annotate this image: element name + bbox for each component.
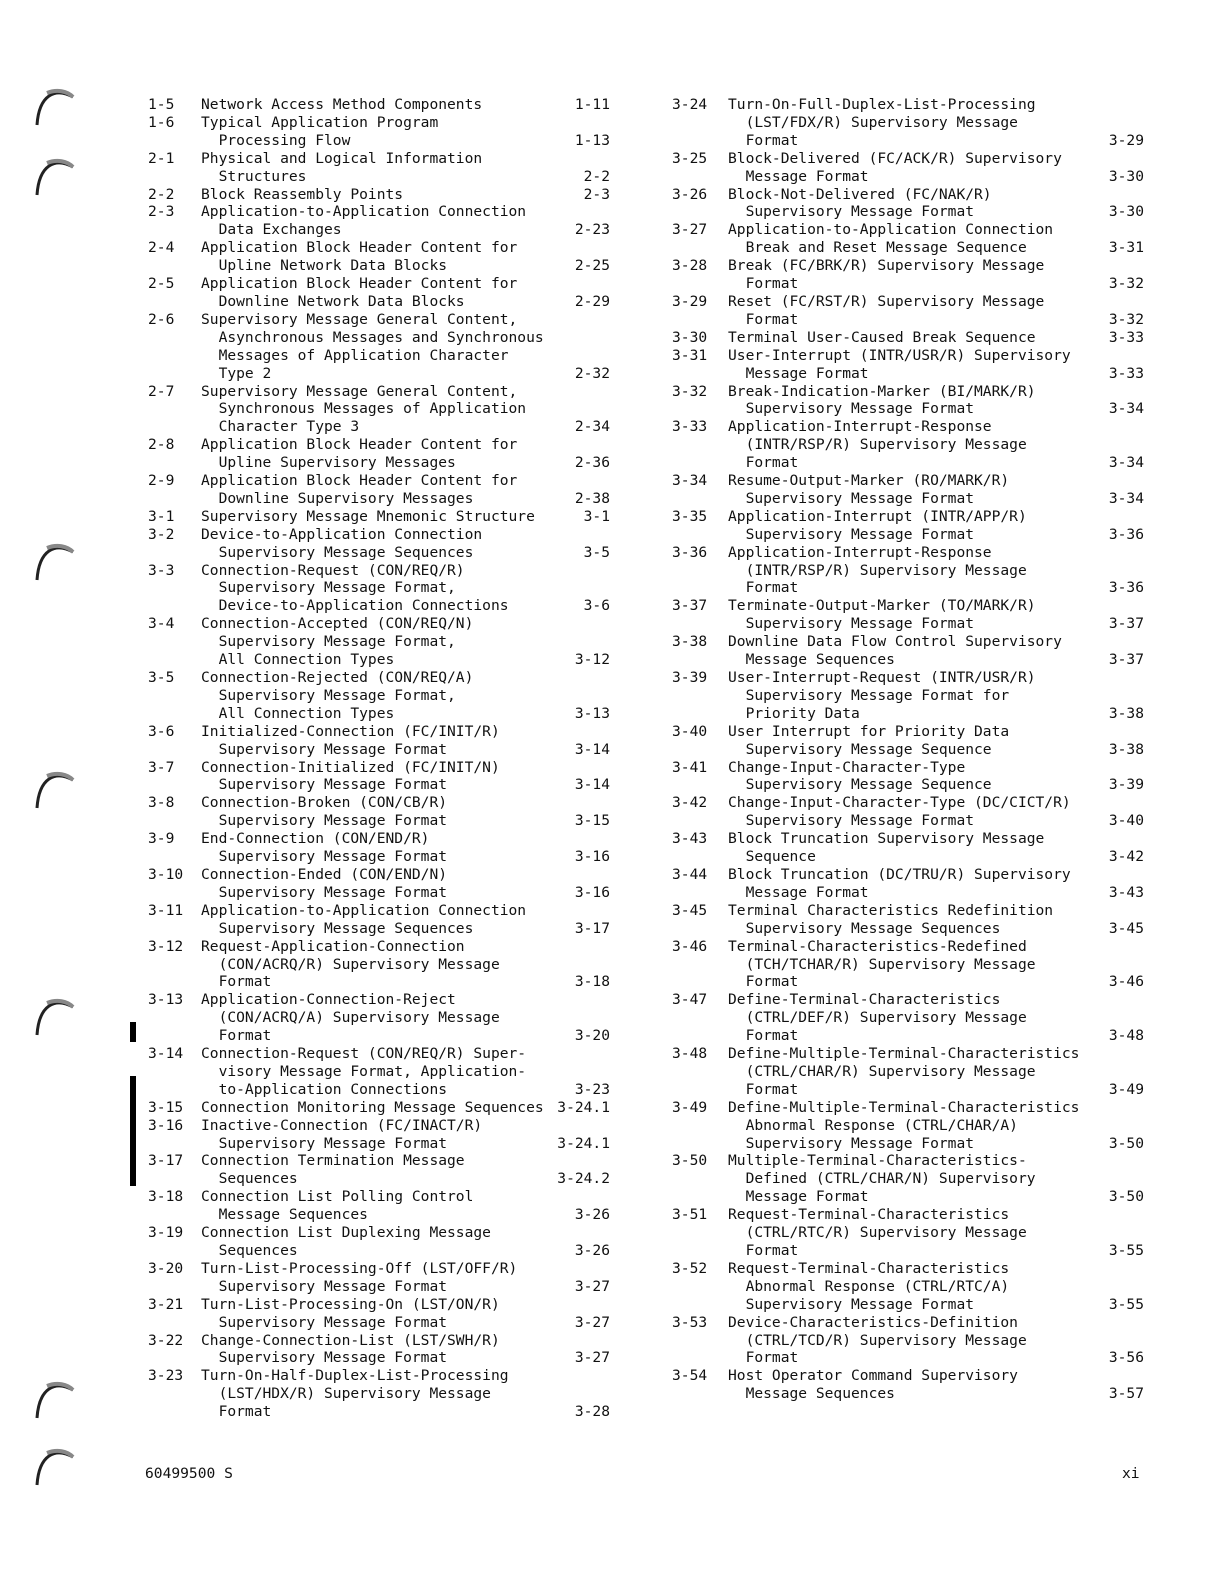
figure-entry bbox=[672, 633, 1156, 669]
page-number: xi bbox=[1122, 1465, 1140, 1482]
figure-entry bbox=[148, 150, 618, 186]
figure-title: Supervisory Message General Content, Synchronous Messages of Application Character Type 3 bbox=[201, 382, 527, 436]
figure-page: 3-29 bbox=[1108, 131, 1144, 149]
figure-number: 3-49 bbox=[672, 1098, 708, 1116]
figure-title: User-Interrupt-Request (INTR/USR/R) Supervisory Message Format for Priority Data bbox=[728, 669, 1036, 722]
figure-number: 3-34 bbox=[672, 472, 708, 490]
figure-entry bbox=[672, 293, 1156, 329]
figure-page: 3-55 bbox=[1108, 1242, 1144, 1259]
figure-number: 2-1 bbox=[148, 149, 175, 167]
figure-page: 3-14 bbox=[574, 776, 610, 794]
figure-page: 3-24.1 bbox=[557, 1134, 610, 1152]
figure-entry bbox=[672, 1152, 1156, 1206]
figure-entry bbox=[148, 1332, 618, 1368]
figure-number: 3-11 bbox=[148, 901, 184, 919]
figure-entry bbox=[672, 329, 1156, 347]
figure-number: 3-5 bbox=[148, 669, 175, 686]
figure-number: 2-6 bbox=[148, 310, 175, 328]
figure-entry bbox=[148, 562, 618, 616]
figure-page: 3-38 bbox=[1108, 740, 1144, 758]
figure-page: 3-49 bbox=[1108, 1080, 1144, 1098]
figure-page: 3-42 bbox=[1108, 848, 1144, 866]
figure-entry bbox=[672, 902, 1156, 938]
figure-number: 2-4 bbox=[148, 239, 175, 257]
figure-page: 3-27 bbox=[574, 1277, 610, 1295]
punch-hole-mark bbox=[33, 1378, 77, 1422]
figure-number: 3-24 bbox=[672, 96, 708, 113]
figure-entry bbox=[148, 96, 618, 114]
figure-page: 3-12 bbox=[574, 651, 610, 669]
figure-number: 3-9 bbox=[148, 830, 175, 848]
figure-title: User-Interrupt (INTR/USR/R) Supervisory Message Format bbox=[728, 346, 1071, 382]
figure-title: Multiple-Terminal-Characteristics- Defined (CTRL/CHAR/N) Supervisory Message Format bbox=[728, 1152, 1036, 1206]
figure-number: 3-1 bbox=[148, 507, 175, 525]
figure-number: 3-42 bbox=[672, 794, 708, 812]
figure-page: 1-13 bbox=[574, 131, 610, 149]
figure-number: 3-29 bbox=[672, 292, 708, 310]
figure-entry bbox=[148, 275, 618, 311]
figure-page: 3-15 bbox=[574, 812, 610, 830]
figure-title: Connection Monitoring Message Sequences bbox=[201, 1098, 544, 1116]
figure-number: 1-5 bbox=[148, 96, 175, 113]
figure-number: 3-16 bbox=[148, 1116, 184, 1134]
figure-entry bbox=[672, 1314, 1156, 1368]
figure-number: 3-8 bbox=[148, 794, 175, 812]
figure-entry bbox=[148, 759, 618, 795]
figure-title: Break-Indication-Marker (BI/MARK/R) Supervisory Message Format bbox=[728, 382, 1036, 418]
figure-title: Resume-Output-Marker (RO/MARK/R) Supervisory Message Format bbox=[728, 472, 1010, 507]
figure-number: 3-50 bbox=[672, 1152, 708, 1170]
figure-title: Application-to-Application Connection Data Exchanges bbox=[201, 203, 527, 239]
punch-hole-mark bbox=[33, 768, 77, 812]
figure-page: 3-24.1 bbox=[557, 1098, 610, 1116]
figure-number: 3-38 bbox=[672, 633, 708, 651]
figure-page: 1-11 bbox=[574, 96, 610, 113]
figure-entry bbox=[672, 1099, 1156, 1153]
figure-entry bbox=[672, 472, 1156, 508]
figure-number: 3-31 bbox=[672, 346, 708, 364]
figure-page: 3-27 bbox=[574, 1313, 610, 1331]
figure-number: 3-35 bbox=[672, 507, 708, 525]
figure-title: Application-to-Application Connection Supervisory Message Sequences bbox=[201, 901, 527, 937]
figure-page: 3-36 bbox=[1108, 525, 1144, 543]
figure-page: 3-18 bbox=[574, 973, 610, 991]
figure-entry bbox=[672, 597, 1156, 633]
figure-entry bbox=[672, 866, 1156, 902]
figure-entry bbox=[148, 866, 618, 902]
figure-page: 3-17 bbox=[574, 919, 610, 937]
figure-page: 3-6 bbox=[583, 597, 610, 615]
figure-number: 2-8 bbox=[148, 436, 175, 454]
figure-number: 3-18 bbox=[148, 1188, 184, 1206]
figure-page: 3-23 bbox=[574, 1080, 610, 1098]
figure-entry bbox=[148, 508, 618, 526]
figure-title: Physical and Logical Information Structures bbox=[201, 149, 483, 185]
figure-number: 2-7 bbox=[148, 382, 175, 400]
figure-number: 3-4 bbox=[148, 615, 175, 633]
figure-entry bbox=[672, 1260, 1156, 1314]
figure-entry bbox=[672, 830, 1156, 866]
figure-title: Define-Terminal-Characteristics (CTRL/DEF/R) Supervisory Message Format bbox=[728, 991, 1027, 1045]
figure-number: 3-2 bbox=[148, 525, 175, 543]
figure-page: 3-34 bbox=[1108, 489, 1144, 507]
figure-number: 3-36 bbox=[672, 543, 708, 561]
figure-title: End-Connection (CON/END/R) Supervisory Message Format bbox=[201, 830, 448, 866]
figure-number: 3-46 bbox=[672, 937, 708, 955]
figure-title: Network Access Method Components bbox=[201, 96, 483, 113]
figure-page: 3-37 bbox=[1108, 615, 1144, 633]
figure-page: 3-16 bbox=[574, 848, 610, 866]
figure-number: 3-15 bbox=[148, 1098, 184, 1116]
figure-title: Application-to-Application Connection Break and Reset Message Sequence bbox=[728, 221, 1054, 257]
figure-page: 3-1 bbox=[583, 507, 610, 525]
figure-title: Change-Connection-List (LST/SWH/R) Supervisory Message Format bbox=[201, 1331, 500, 1367]
figure-page: 3-34 bbox=[1108, 400, 1144, 418]
figure-entry bbox=[148, 239, 618, 275]
figure-entry bbox=[672, 1206, 1156, 1260]
figure-title: Block-Not-Delivered (FC/NAK/R) Supervisory Message Format bbox=[728, 185, 992, 221]
figure-page: 3-40 bbox=[1108, 812, 1144, 830]
figure-title: Turn-On-Full-Duplex-List-Processing (LST/FDX/R) Supervisory Message Format bbox=[728, 96, 1036, 149]
figure-number: 3-32 bbox=[672, 382, 708, 400]
figure-entry bbox=[148, 203, 618, 239]
figure-entry bbox=[148, 794, 618, 830]
figure-page: 3-28 bbox=[574, 1403, 610, 1421]
figure-title: Block Reassembly Points bbox=[201, 185, 404, 203]
figure-page: 3-26 bbox=[574, 1242, 610, 1259]
figure-entry bbox=[148, 1224, 618, 1260]
figure-page: 2-2 bbox=[583, 167, 610, 185]
figure-number: 2-5 bbox=[148, 275, 175, 293]
figure-entry bbox=[148, 1045, 618, 1099]
figure-page: 3-26 bbox=[574, 1206, 610, 1224]
figure-entry bbox=[148, 1260, 618, 1296]
figure-entry bbox=[148, 114, 618, 150]
figure-number: 3-45 bbox=[672, 901, 708, 919]
figure-title: Supervisory Message Mnemonic Structure bbox=[201, 507, 535, 525]
figure-page: 3-27 bbox=[574, 1349, 610, 1367]
figure-number: 3-22 bbox=[148, 1331, 184, 1349]
figure-title: Turn-On-Half-Duplex-List-Processing (LST/HDX/R) Supervisory Message Format bbox=[201, 1367, 509, 1421]
figure-title: Connection-Initialized (FC/INIT/N) Supervisory Message Format bbox=[201, 758, 500, 794]
figure-number: 3-17 bbox=[148, 1152, 184, 1170]
figure-number: 3-6 bbox=[148, 722, 175, 740]
figure-page: 3-33 bbox=[1108, 364, 1144, 382]
figure-page: 2-34 bbox=[574, 418, 610, 436]
figure-number: 3-26 bbox=[672, 185, 708, 203]
figure-entry bbox=[672, 794, 1156, 830]
figure-number: 3-43 bbox=[672, 830, 708, 848]
figure-number: 3-41 bbox=[672, 758, 708, 776]
figure-page: 3-16 bbox=[574, 883, 610, 901]
figure-title: Device-to-Application Connection Supervisory Message Sequences bbox=[201, 525, 483, 561]
figure-page: 2-36 bbox=[574, 454, 610, 472]
figure-entry bbox=[672, 544, 1156, 598]
figure-page: 2-3 bbox=[583, 185, 610, 203]
figure-entry bbox=[672, 508, 1156, 544]
figure-page: 2-29 bbox=[574, 292, 610, 310]
figure-title: Initialized-Connection (FC/INIT/R) Supervisory Message Format bbox=[201, 722, 500, 758]
figure-entry bbox=[672, 991, 1156, 1045]
figure-title: Host Operator Command Supervisory Message Sequences bbox=[728, 1367, 1018, 1403]
figure-title: Define-Multiple-Terminal-Characteristics (CTRL/CHAR/R) Supervisory Message Format bbox=[728, 1045, 1080, 1098]
figure-number: 3-44 bbox=[672, 865, 708, 883]
figure-entry bbox=[672, 723, 1156, 759]
figure-title: Application-Connection-Reject (CON/ACRQ/A) Supervisory Message Format bbox=[201, 991, 500, 1045]
figure-entry bbox=[148, 1099, 618, 1117]
figure-title: User Interrupt for Priority Data Supervisory Message Sequence bbox=[728, 722, 1010, 758]
figure-title: Terminal Characteristics Redefinition Supervisory Message Sequences bbox=[728, 901, 1054, 937]
figure-entry bbox=[148, 472, 618, 508]
figure-number: 3-39 bbox=[672, 669, 708, 686]
figure-title: Define-Multiple-Terminal-Characteristics Abnormal Response (CTRL/CHAR/A) Supervisory Message Format bbox=[728, 1098, 1080, 1152]
figure-entry bbox=[672, 383, 1156, 419]
figure-page: 3-20 bbox=[574, 1027, 610, 1045]
figure-number: 3-7 bbox=[148, 758, 175, 776]
figure-number: 3-23 bbox=[148, 1367, 184, 1385]
figure-title: Terminate-Output-Marker (TO/MARK/R) Supervisory Message Format bbox=[728, 597, 1036, 633]
punch-hole-mark bbox=[33, 85, 77, 129]
figure-list-right-column bbox=[672, 96, 1156, 1403]
figure-title: Connection List Duplexing Message Sequences bbox=[201, 1224, 491, 1259]
figure-entry bbox=[672, 418, 1156, 472]
figure-page: 3-46 bbox=[1108, 973, 1144, 991]
figure-number: 3-10 bbox=[148, 865, 184, 883]
figure-title: Connection-Accepted (CON/REQ/N) Supervisory Message Format, All Connection Types bbox=[201, 615, 474, 669]
figure-number: 3-25 bbox=[672, 149, 708, 167]
figure-title: Break (FC/BRK/R) Supervisory Message Format bbox=[728, 257, 1045, 293]
figure-page: 3-14 bbox=[574, 740, 610, 758]
figure-title: Terminal-Characteristics-Redefined (TCH/TCHAR/R) Supervisory Message Format bbox=[728, 937, 1036, 991]
figure-title: Application-Interrupt-Response (INTR/RSP/R) Supervisory Message Format bbox=[728, 418, 1027, 472]
figure-entry bbox=[148, 186, 618, 204]
figure-page: 3-50 bbox=[1108, 1188, 1144, 1206]
figure-entry bbox=[148, 991, 618, 1045]
figure-title: Connection-Request (CON/REQ/R) Supervisory Message Format, Device-to-Application Connections bbox=[201, 561, 509, 615]
figure-title: Block Truncation Supervisory Message Sequence bbox=[728, 830, 1045, 866]
figure-title: Connection-Rejected (CON/REQ/A) Supervisory Message Format, All Connection Types bbox=[201, 669, 474, 722]
figure-entry bbox=[672, 221, 1156, 257]
figure-page: 3-56 bbox=[1108, 1349, 1144, 1367]
figure-title: Application Block Header Content for Upline Supervisory Messages bbox=[201, 436, 518, 472]
figure-page: 3-39 bbox=[1108, 776, 1144, 794]
figure-number: 3-47 bbox=[672, 991, 708, 1009]
figure-entry bbox=[148, 615, 618, 669]
figure-page: 3-31 bbox=[1108, 239, 1144, 257]
punch-hole-mark bbox=[33, 995, 77, 1039]
figure-number: 3-51 bbox=[672, 1206, 708, 1224]
figure-page: 3-36 bbox=[1108, 579, 1144, 597]
figure-title: Application-Interrupt-Response (INTR/RSP/R) Supervisory Message Format bbox=[728, 543, 1027, 597]
figure-number: 3-14 bbox=[148, 1045, 184, 1063]
figure-page: 2-38 bbox=[574, 489, 610, 507]
figure-page: 3-24.2 bbox=[557, 1170, 610, 1188]
figure-entry bbox=[148, 526, 618, 562]
figure-number: 3-30 bbox=[672, 328, 708, 346]
figure-title: Terminal User-Caused Break Sequence bbox=[728, 328, 1036, 346]
figure-entry bbox=[672, 186, 1156, 222]
figure-entry bbox=[148, 436, 618, 472]
figure-entry bbox=[672, 1367, 1156, 1403]
figure-page: 3-32 bbox=[1108, 310, 1144, 328]
figure-page: 3-43 bbox=[1108, 883, 1144, 901]
figure-title: Typical Application Program Processing Flow bbox=[201, 113, 439, 149]
figure-title: Change-Input-Character-Type Supervisory Message Sequence bbox=[728, 758, 992, 794]
figure-page: 3-34 bbox=[1108, 454, 1144, 472]
figure-number: 3-33 bbox=[672, 418, 708, 436]
figure-number: 3-28 bbox=[672, 257, 708, 275]
figure-page: 3-33 bbox=[1108, 328, 1144, 346]
figure-number: 2-9 bbox=[148, 472, 175, 490]
figure-page: 3-45 bbox=[1108, 919, 1144, 937]
figure-page: 3-50 bbox=[1108, 1134, 1144, 1152]
figure-number: 2-2 bbox=[148, 185, 175, 203]
figure-title: Connection-Ended (CON/END/N) Supervisory Message Format bbox=[201, 865, 448, 901]
figure-entry bbox=[672, 1045, 1156, 1099]
figure-number: 1-6 bbox=[148, 113, 175, 131]
figure-title: Request-Terminal-Characteristics (CTRL/RTC/R) Supervisory Message Format bbox=[728, 1206, 1027, 1259]
figure-title: Device-Characteristics-Definition (CTRL/TCD/R) Supervisory Message Format bbox=[728, 1313, 1027, 1367]
figure-title: Turn-List-Processing-On (LST/ON/R) Supervisory Message Format bbox=[201, 1295, 500, 1331]
figure-title: Application Block Header Content for Downline Network Data Blocks bbox=[201, 275, 518, 310]
figure-list-left-column bbox=[148, 96, 618, 1421]
figure-entry bbox=[672, 759, 1156, 795]
figure-entry bbox=[672, 347, 1156, 383]
figure-number: 3-3 bbox=[148, 561, 175, 579]
figure-page: 2-32 bbox=[574, 364, 610, 382]
figure-entry bbox=[148, 1117, 618, 1153]
figure-number: 3-12 bbox=[148, 937, 184, 955]
figure-title: Inactive-Connection (FC/INACT/R) Supervisory Message Format bbox=[201, 1116, 483, 1152]
punch-hole-mark bbox=[33, 1445, 77, 1489]
figure-entry bbox=[148, 723, 618, 759]
figure-entry bbox=[148, 902, 618, 938]
figure-number: 3-27 bbox=[672, 221, 708, 239]
figure-title: Reset (FC/RST/R) Supervisory Message Format bbox=[728, 292, 1045, 328]
figure-title: Application-Interrupt (INTR/APP/R) Supervisory Message Format bbox=[728, 507, 1027, 543]
figure-entry bbox=[148, 383, 618, 437]
figure-page: 2-23 bbox=[574, 221, 610, 239]
figure-title: Application Block Header Content for Upline Network Data Blocks bbox=[201, 239, 518, 275]
figure-number: 3-48 bbox=[672, 1045, 708, 1063]
document-number: 60499500 S bbox=[145, 1465, 233, 1482]
figure-title: Connection Termination Message Sequences bbox=[201, 1152, 465, 1188]
figure-page: 2-25 bbox=[574, 257, 610, 275]
figure-entry bbox=[148, 938, 618, 992]
figure-number: 3-20 bbox=[148, 1259, 184, 1277]
figure-number: 3-40 bbox=[672, 722, 708, 740]
figure-page: 3-30 bbox=[1108, 203, 1144, 221]
figure-entry bbox=[148, 1296, 618, 1332]
figure-entry bbox=[148, 669, 618, 723]
figure-number: 2-3 bbox=[148, 203, 175, 221]
figure-entry bbox=[672, 150, 1156, 186]
figure-title: Request-Application-Connection (CON/ACRQ/R) Supervisory Message Format bbox=[201, 937, 500, 991]
figure-entry bbox=[148, 311, 618, 383]
figure-number: 3-21 bbox=[148, 1295, 184, 1313]
figure-page: 3-57 bbox=[1108, 1385, 1144, 1403]
figure-entry bbox=[148, 830, 618, 866]
figure-page: 3-13 bbox=[574, 704, 610, 722]
figure-number: 3-13 bbox=[148, 991, 184, 1009]
figure-title: Request-Terminal-Characteristics Abnormal Response (CTRL/RTC/A) Supervisory Message Format bbox=[728, 1259, 1010, 1313]
figure-page: 3-48 bbox=[1108, 1027, 1144, 1045]
figure-entry bbox=[148, 1188, 618, 1224]
figure-number: 3-53 bbox=[672, 1313, 708, 1331]
figure-title: Supervisory Message General Content, Asynchronous Messages and Synchronous Messages of Application Character Type 2 bbox=[201, 310, 544, 382]
punch-hole-mark bbox=[33, 155, 77, 199]
revision-bar bbox=[130, 1076, 136, 1186]
figure-number: 3-19 bbox=[148, 1224, 184, 1242]
figure-title: Connection-Broken (CON/CB/R) Supervisory Message Format bbox=[201, 794, 448, 830]
figure-page: 3-37 bbox=[1108, 651, 1144, 669]
figure-title: Downline Data Flow Control Supervisory Message Sequences bbox=[728, 633, 1062, 669]
figure-title: Block-Delivered (FC/ACK/R) Supervisory Message Format bbox=[728, 149, 1062, 185]
figure-page: 3-32 bbox=[1108, 275, 1144, 293]
revision-bar bbox=[130, 1022, 136, 1042]
figure-entry bbox=[672, 938, 1156, 992]
figure-title: Connection List Polling Control Message Sequences bbox=[201, 1188, 474, 1224]
figure-entry bbox=[672, 96, 1156, 150]
figure-number: 3-52 bbox=[672, 1259, 708, 1277]
figure-title: Connection-Request (CON/REQ/R) Super- visory Message Format, Application- to-Application Connections bbox=[201, 1045, 527, 1098]
figure-title: Block Truncation (DC/TRU/R) Supervisory Message Format bbox=[728, 865, 1071, 901]
punch-hole-mark bbox=[33, 540, 77, 584]
figure-page: 3-55 bbox=[1108, 1295, 1144, 1313]
figure-title: Turn-List-Processing-Off (LST/OFF/R) Supervisory Message Format bbox=[201, 1259, 518, 1295]
figure-entry bbox=[672, 669, 1156, 723]
figure-page: 3-30 bbox=[1108, 167, 1144, 185]
figure-title: Change-Input-Character-Type (DC/CICT/R) Supervisory Message Format bbox=[728, 794, 1071, 830]
figure-number: 3-37 bbox=[672, 597, 708, 615]
figure-number: 3-54 bbox=[672, 1367, 708, 1385]
figure-page: 3-38 bbox=[1108, 704, 1144, 722]
figure-entry bbox=[148, 1367, 618, 1421]
figure-entry bbox=[672, 257, 1156, 293]
figure-entry bbox=[148, 1152, 618, 1188]
figure-title: Application Block Header Content for Downline Supervisory Messages bbox=[201, 472, 518, 507]
figure-page: 3-5 bbox=[583, 543, 610, 561]
